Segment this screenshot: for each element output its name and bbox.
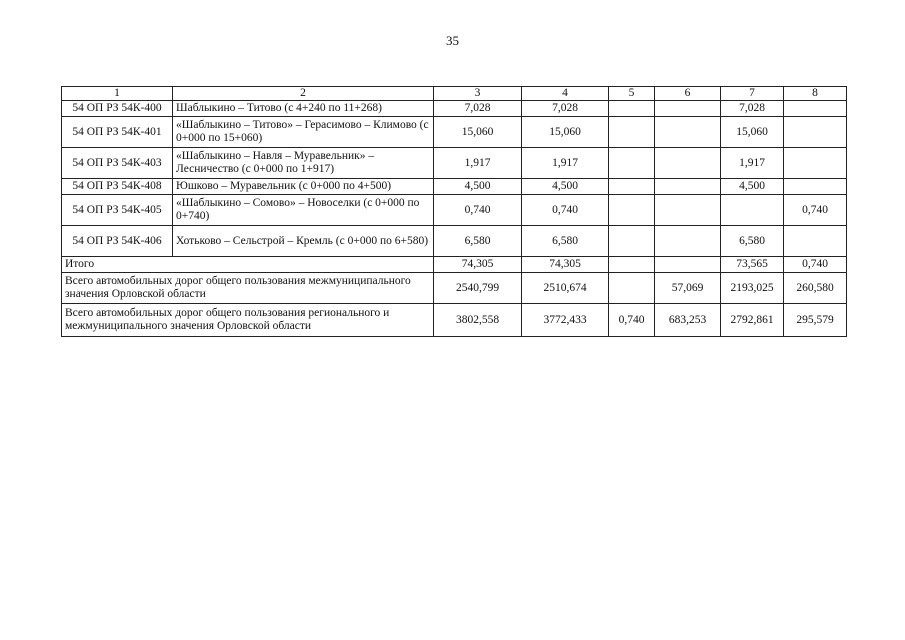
value-col-4: 7,028: [522, 101, 609, 117]
header-cell-4: 4: [522, 87, 609, 101]
summary-col-6: 683,253: [655, 304, 721, 337]
summary-col-7: 2193,025: [721, 273, 784, 304]
summary-row-regional: [62, 304, 847, 337]
total-col-5: [609, 257, 655, 273]
value-col-5: [609, 148, 655, 179]
table-row: [62, 226, 847, 257]
value-col-8: 0,740: [784, 195, 847, 226]
value-col-7: 7,028: [721, 101, 784, 117]
road-code: 54 ОП РЗ 54К-403: [62, 148, 173, 179]
total-col-7: 73,565: [721, 257, 784, 273]
total-col-4: 74,305: [522, 257, 609, 273]
table-row: [62, 117, 847, 148]
value-col-3: 1,917: [434, 148, 522, 179]
summary-col-6: 57,069: [655, 273, 721, 304]
roads-table: [61, 86, 847, 337]
summary-col-4: 3772,433: [522, 304, 609, 337]
road-code: 54 ОП РЗ 54К-401: [62, 117, 173, 148]
value-col-7: 6,580: [721, 226, 784, 257]
road-name: «Шаблыкино – Сомово» – Новоселки (с 0+000 по 0+740): [173, 195, 434, 226]
table-row: [62, 148, 847, 179]
value-col-7: 1,917: [721, 148, 784, 179]
value-col-5: [609, 226, 655, 257]
value-col-5: [609, 101, 655, 117]
value-col-5: [609, 117, 655, 148]
page-number: 35: [446, 33, 459, 48]
value-col-3: 15,060: [434, 117, 522, 148]
road-code: 54 ОП РЗ 54К-406: [62, 226, 173, 257]
total-col-6: [655, 257, 721, 273]
value-col-3: 6,580: [434, 226, 522, 257]
table-row: [62, 179, 847, 195]
value-col-4: 6,580: [522, 226, 609, 257]
value-col-5: [609, 195, 655, 226]
value-col-8: [784, 179, 847, 195]
summary-col-3: 3802,558: [434, 304, 522, 337]
road-code: 54 ОП РЗ 54К-405: [62, 195, 173, 226]
value-col-4: 15,060: [522, 117, 609, 148]
summary-col-5: 0,740: [609, 304, 655, 337]
road-name: «Шаблыкино – Навля – Муравельник» – Лесничество (с 0+000 по 1+917): [173, 148, 434, 179]
road-name: Хотьково – Сельстрой – Кремль (с 0+000 по 6+580): [173, 226, 434, 257]
total-col-3: 74,305: [434, 257, 522, 273]
value-col-6: [655, 117, 721, 148]
road-name: Шаблыкино – Титово (с 4+240 по 11+268): [173, 101, 434, 117]
total-row: [62, 257, 847, 273]
value-col-7: 4,500: [721, 179, 784, 195]
summary-col-3: 2540,799: [434, 273, 522, 304]
header-cell-2: 2: [173, 87, 434, 101]
road-name: Юшково – Муравельник (с 0+000 по 4+500): [173, 179, 434, 195]
total-col-8: 0,740: [784, 257, 847, 273]
value-col-8: [784, 101, 847, 117]
table-row: [62, 101, 847, 117]
summary-row-intermunicipal: [62, 273, 847, 304]
value-col-8: [784, 226, 847, 257]
header-cell-3: 3: [434, 87, 522, 101]
road-code: 54 ОП РЗ 54К-408: [62, 179, 173, 195]
value-col-3: 7,028: [434, 101, 522, 117]
summary-col-7: 2792,861: [721, 304, 784, 337]
summary-col-8: 295,579: [784, 304, 847, 337]
summary-col-8: 260,580: [784, 273, 847, 304]
value-col-7: 15,060: [721, 117, 784, 148]
summary-label: Всего автомобильных дорог общего пользования регионального и межмуниципального значения Орловской области: [62, 304, 434, 337]
value-col-3: 0,740: [434, 195, 522, 226]
value-col-8: [784, 117, 847, 148]
header-cell-8: 8: [784, 87, 847, 101]
summary-col-4: 2510,674: [522, 273, 609, 304]
value-col-6: [655, 179, 721, 195]
summary-col-5: [609, 273, 655, 304]
value-col-6: [655, 226, 721, 257]
table-row: [62, 195, 847, 226]
header-cell-6: 6: [655, 87, 721, 101]
road-code: 54 ОП РЗ 54К-400: [62, 101, 173, 117]
total-label: Итого: [62, 257, 434, 273]
value-col-5: [609, 179, 655, 195]
summary-label: Всего автомобильных дорог общего пользования межмуниципального значения Орловской области: [62, 273, 434, 304]
road-name: «Шаблыкино – Титово» – Герасимово – Климово (с 0+000 по 15+060): [173, 117, 434, 148]
value-col-4: 0,740: [522, 195, 609, 226]
value-col-6: [655, 148, 721, 179]
value-col-4: 1,917: [522, 148, 609, 179]
header-cell-7: 7: [721, 87, 784, 101]
value-col-7: [721, 195, 784, 226]
value-col-6: [655, 101, 721, 117]
header-cell-5: 5: [609, 87, 655, 101]
value-col-4: 4,500: [522, 179, 609, 195]
value-col-6: [655, 195, 721, 226]
value-col-8: [784, 148, 847, 179]
header-row: [62, 87, 847, 101]
header-cell-1: 1: [62, 87, 173, 101]
value-col-3: 4,500: [434, 179, 522, 195]
